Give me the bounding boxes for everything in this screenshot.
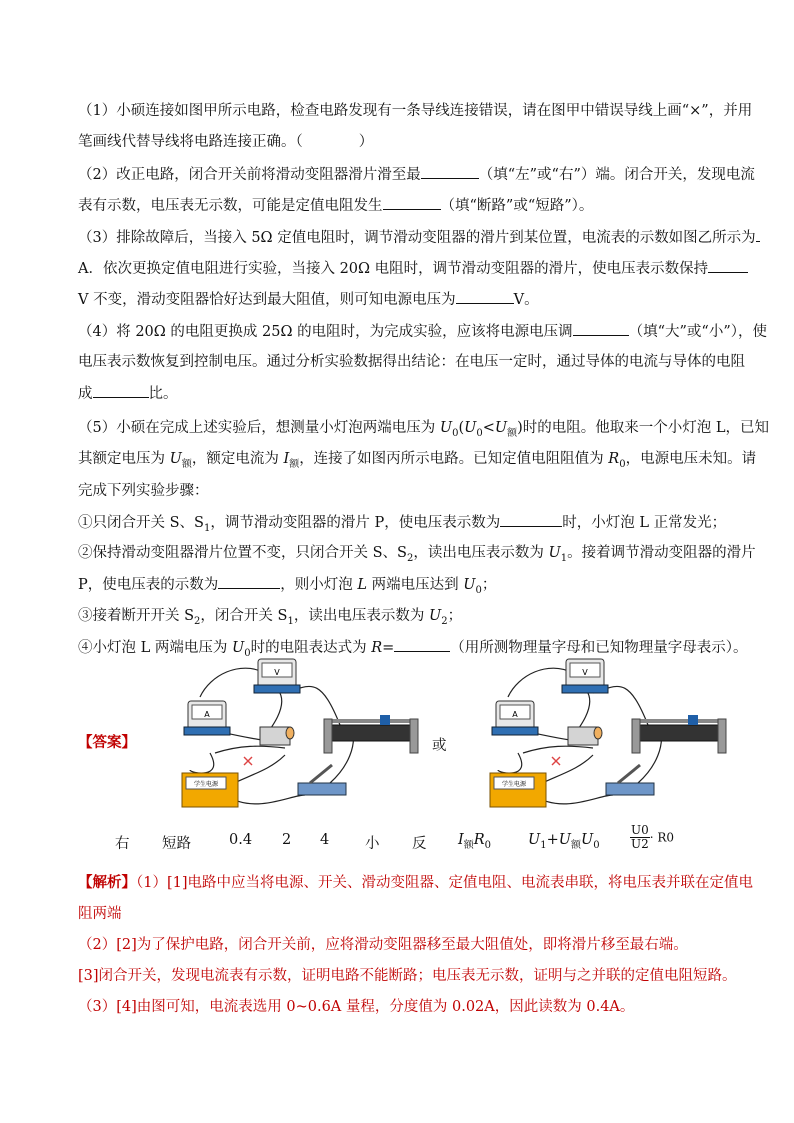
- analysis-line1: [78, 873, 754, 893]
- q5-sub-0b: 0: [476, 427, 483, 439]
- q5-s2l: 0: [475, 584, 482, 596]
- q5-s3d: 1: [287, 615, 294, 627]
- q5-s4c: 0: [244, 647, 251, 659]
- q5-blank-s2: [218, 574, 280, 589]
- q5-s3a: ③接着断开开关 S: [78, 608, 195, 624]
- q5-text-2j: ，电源电压未知。请: [625, 451, 757, 467]
- q5-text-1a: （5）小硕在完成上述实验后，想测量小灯泡两端电压为: [78, 420, 440, 436]
- q4-text-3b: 比。: [148, 386, 178, 402]
- q4-text-1a: （4）将 20Ω 的电阻更换成 25Ω 的电阻时，为完成实验，应该将电源电压调: [78, 324, 573, 340]
- q2-blank-1: [421, 164, 479, 179]
- q5-sub-rated2: 额: [181, 458, 192, 470]
- answer-label: [78, 733, 158, 753]
- q4-text-1b: （填“大”或“小”），使: [628, 324, 768, 340]
- q5-s1b: 1: [203, 522, 211, 534]
- q1-line1: [78, 101, 753, 121]
- answer-value-10: [630, 824, 674, 851]
- q5-s3c: ，闭合开关 S: [200, 608, 288, 624]
- q5-s1a: ①只闭合开关 S、S: [78, 515, 204, 531]
- q3-text-1: （3）排除故障后，当接入 5Ω 定值电阻时，调节滑动变阻器的滑片到某位置，电流表的示数如图乙所示为: [78, 230, 756, 246]
- q5-line2: [78, 449, 757, 475]
- q2-text-1a: （2）改正电路，闭合开关前将滑动变阻器滑片滑至最: [78, 167, 421, 183]
- answer-value-1: 右: [115, 836, 130, 852]
- rheostat: [324, 715, 418, 753]
- q5-s2h: ，则小灯泡: [280, 577, 358, 593]
- analysis-line3: [78, 935, 728, 955]
- q2-blank-2: [383, 195, 441, 210]
- q5-text-3: 完成下列实验步骤：: [78, 483, 209, 499]
- q5-s4g: （用所测物理量字母和已知物理量字母表示）。: [450, 640, 748, 656]
- voltmeter: [562, 659, 608, 693]
- analysis-text-4: [3]闭合开关，发现电流表有示数，证明电路不能断路；电压表无示数，证明与之并联的定值电阻短路。: [78, 968, 737, 984]
- answer-value-8: [458, 832, 491, 851]
- answer-label-text: 【答案】: [78, 734, 136, 751]
- q4-line1: [78, 321, 768, 342]
- q5-s3h: ；: [447, 608, 463, 624]
- circuit-figure-2: [478, 655, 738, 815]
- q3-blank-1: [756, 227, 760, 242]
- answer-values: [0, 823, 794, 860]
- q2-text-2a: 表有示数，电压表无示数，可能是定值电阻发生: [78, 198, 383, 214]
- q5-s2g: P，使电压表的示数为: [78, 577, 219, 593]
- q4-line2: [78, 352, 745, 372]
- answer-v9-u: U: [528, 832, 541, 848]
- q5-s2k: U: [463, 577, 476, 593]
- answer-frac-tail: · R0: [649, 830, 675, 845]
- rheostat: [632, 715, 726, 753]
- q5-sym-u-rated: U: [169, 451, 182, 467]
- q5-s1c: ，调节滑动变阻器的滑片 P，使电压表示数为: [210, 515, 501, 531]
- q5-s2e: 1: [560, 552, 568, 564]
- analysis-text-2: 阻两端: [78, 906, 122, 922]
- q5-s4b: U: [231, 640, 245, 656]
- q5-sym-u3: U: [494, 420, 508, 436]
- q3-line3: [78, 289, 728, 310]
- answer-v9-1: 1: [540, 839, 547, 851]
- voltmeter-letter: V: [274, 668, 280, 677]
- q3-line1: [78, 227, 756, 248]
- q5-line3: [78, 481, 728, 501]
- answer-value-9: [528, 832, 600, 851]
- analysis-text-1: （1）[1]电路中应当将电源、开关、滑动变阻器、定值电阻、电流表串联，将电压表并联在定值电: [136, 875, 754, 891]
- q5-line1: [78, 418, 770, 444]
- power-supply: [490, 773, 546, 807]
- q5-s4e: R: [371, 640, 383, 656]
- q5-step3: [78, 606, 728, 632]
- q5-text-2a: 其额定电压为: [78, 451, 170, 467]
- q3-line2: [78, 258, 728, 279]
- q4-text-2: 电压表示数恢复到控制电压。通过分析实验数据得出结论：在电压一定时，通过导体的电流与导体的电阻: [78, 354, 745, 370]
- answer-value-7: 反: [412, 836, 427, 852]
- analysis-label: 【解析】: [78, 874, 136, 891]
- q5-s3b: 2: [194, 615, 201, 627]
- q5-s3e: ，读出电压表示数为: [293, 608, 429, 624]
- voltmeter-letter: V: [582, 668, 588, 677]
- q5-lt: <: [482, 420, 495, 436]
- answer-v9-u0: U: [580, 832, 594, 848]
- q5-sub-rated: 额: [507, 427, 518, 439]
- q5-s3g: 2: [441, 615, 448, 627]
- q3-text-3b: V。: [513, 292, 539, 308]
- power-supply: [182, 773, 238, 807]
- fixed-resistor: [260, 727, 294, 745]
- q1-line2: [78, 132, 728, 152]
- answer-frac-num: U0: [631, 823, 649, 837]
- q5-step2-line1: [78, 543, 756, 569]
- q5-blank-s1: [500, 512, 562, 527]
- q5-sub-rated3: 额: [289, 458, 300, 470]
- q5-text-2g: ，连接了如图丙所示电路。已知定值电阻阻值为: [299, 451, 609, 467]
- answer-v9-0: 0: [593, 839, 600, 851]
- answer-value-2: 短路: [162, 836, 191, 852]
- q5-s2i: L: [357, 577, 368, 593]
- answer-v8-0: 0: [484, 839, 492, 851]
- q5-step1: [78, 512, 728, 539]
- q5-s4d: 时的电阻表达式为: [250, 640, 372, 656]
- ammeter: [492, 701, 538, 735]
- q5-s2d: U: [548, 545, 561, 561]
- supply-label: 学生电源: [501, 781, 527, 788]
- answer-or-text: 或: [432, 738, 447, 754]
- q5-s2f: 。接着调节滑动变阻器的滑片: [567, 545, 756, 561]
- q5-s4f: =: [382, 640, 395, 656]
- answer-frac-den: U2: [631, 837, 649, 851]
- circuit-figure-1: [170, 655, 430, 815]
- q5-blank-s4: [394, 637, 450, 652]
- analysis-text-3: （2）[2]为了保护电路，闭合开关前，应将滑动变阻器移至最大阻值处，即将滑片移至最右端。: [78, 937, 688, 953]
- answer-value-6: 小: [365, 836, 380, 852]
- q4-blank-3: [93, 383, 149, 398]
- q5-s2c: ，读出电压表示数为: [413, 545, 549, 561]
- q4-text-3a: 成: [78, 386, 93, 402]
- q2-line2: [78, 195, 728, 216]
- q2-text-1b: （填“左”或“右”）端。闭合开关，发现电流: [478, 167, 755, 183]
- q5-s3f: U: [428, 608, 442, 624]
- q5-s2a: ②保持滑动变阻器滑片位置不变，只闭合开关 S、S: [78, 545, 407, 561]
- voltmeter: [254, 659, 300, 693]
- q5-s2m: ；: [481, 577, 497, 593]
- answer-value-3: 0.4: [229, 832, 253, 848]
- answer-or: [432, 736, 462, 756]
- q4-line3: [78, 383, 728, 404]
- q5-sym-i: I: [283, 451, 290, 467]
- q3-text-3a: V 不变，滑动变阻器恰好达到最大阻值，则可知电源电压为: [78, 292, 456, 308]
- q5-s2b: 2: [406, 552, 414, 564]
- answer-v9-rated: 额: [570, 839, 581, 851]
- q5-s2j: 两端电压达到: [367, 577, 464, 593]
- answer-v9-plus-u: +U: [546, 832, 571, 848]
- q3-blank-3: [456, 289, 514, 304]
- cross-mark-icon: [244, 757, 252, 765]
- q5-text-1j: )时的电阻。他取来一个小灯泡 L，已知: [517, 420, 770, 436]
- answer-value-4: 2: [282, 832, 292, 848]
- analysis-line5: [78, 997, 728, 1017]
- q5-sym-u: U: [439, 420, 453, 436]
- answer-v8-i: I: [458, 832, 464, 848]
- q5-s1d: 时，小灯泡 L 正常发光；: [562, 515, 727, 531]
- answer-v8-r: R: [473, 832, 485, 848]
- ammeter-letter: A: [204, 710, 210, 719]
- q5-text-2d: ，额定电流为: [191, 451, 284, 467]
- q5-sub-0: 0: [452, 427, 459, 439]
- q1-text-2a: 笔画线代替导线将电路连接正确。（: [78, 134, 303, 150]
- q5-step2-line2: [78, 574, 728, 601]
- q2-text-2b: （填“断路”或“短路”）。: [440, 198, 594, 214]
- q4-blank-1: [573, 321, 629, 336]
- fixed-resistor: [568, 727, 602, 745]
- answer-v8-rated: 额: [463, 839, 474, 851]
- q5-sym-u2: U: [464, 420, 477, 436]
- ammeter: [184, 701, 230, 735]
- ammeter-letter: A: [512, 710, 518, 719]
- cross-mark-icon: [552, 757, 560, 765]
- q1-text-2b: ）: [358, 134, 374, 150]
- q5-s4a: ④小灯泡 L 两端电压为: [78, 640, 232, 656]
- q3-blank-2: [708, 258, 748, 273]
- switch: [298, 765, 346, 795]
- analysis-line2: [78, 904, 728, 924]
- q3-text-2a: A．依次更换定值电阻进行实验，当接入 20Ω 电阻时，调节滑动变阻器的滑片，使电压表示数保持: [78, 261, 709, 277]
- switch: [606, 765, 654, 795]
- q2-line1: [78, 164, 755, 185]
- q5-sym-r: R: [608, 451, 620, 467]
- answer-fraction: [630, 824, 650, 851]
- supply-label: 学生电源: [193, 781, 219, 788]
- q1-text-1: （1）小硕连接如图甲所示电路，检查电路发现有一条导线连接错误，请在图甲中错误导线上画“×”，并用: [78, 103, 753, 119]
- q5-paren-open: (: [458, 420, 465, 436]
- answer-value-5: 4: [320, 832, 330, 848]
- analysis-line4: [78, 966, 737, 986]
- q5-sub-r0: 0: [619, 458, 626, 470]
- analysis-text-5: （3）[4]由图可知，电流表选用 0~0.6A 量程，分度值为 0.02A，因此读数为 0.4A。: [78, 999, 635, 1015]
